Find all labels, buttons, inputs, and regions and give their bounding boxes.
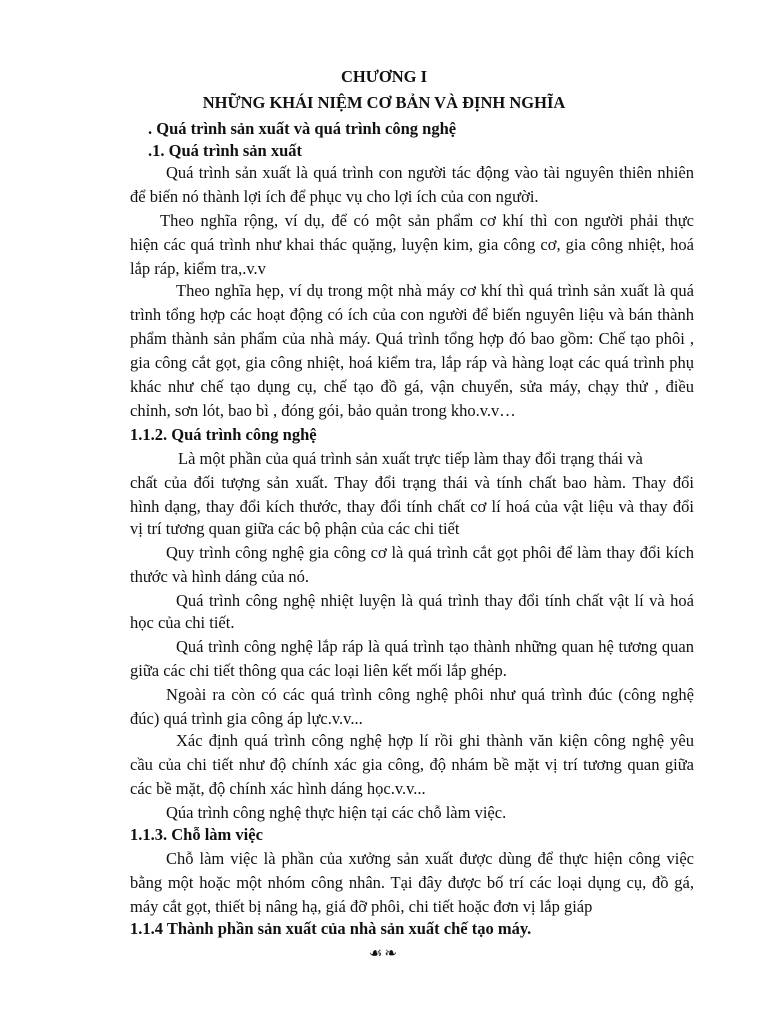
- paragraph-line: chất của đối tượng sản xuất. Thay đổi trạng thái và tính chất bao hàm. Thay đổi: [130, 473, 694, 492]
- paragraph-line: các bề mặt, độ chính xác hình dáng học.v.v...: [130, 779, 426, 798]
- ornament-icon: ☙❧: [368, 946, 399, 962]
- paragraph-line: học của chi tiết.: [130, 613, 235, 632]
- paragraph-line: Quá trình công nghệ nhiệt luyện là quá trình thay đổi tính chất vật lí và hoá: [176, 591, 694, 610]
- paragraph-line: vị trí tương quan giữa các bộ phận của các chi tiết: [130, 519, 460, 538]
- paragraph-line: phẩm thành sản phẩm của nhà máy. Quá trình tổng hợp đó bao gồm: Chế tạo phôi ,: [130, 329, 694, 348]
- paragraph-line: Qúa trình công nghệ thực hiện tại các chỗ làm việc.: [166, 803, 507, 822]
- paragraph-line: cầu của chi tiết như độ chính xác gia công, độ nhám bề mặt vị trí tương quan giữa: [130, 755, 694, 774]
- paragraph-line: Quá trình sản xuất là quá trình con người tác động vào tài nguyên thiên nhiên: [166, 163, 694, 182]
- subsection-heading: 1.1.4 Thành phần sản xuất của nhà sản xuất chế tạo máy.: [130, 919, 532, 938]
- paragraph-line: giữa các chi tiết thông qua các loại liên kết mối lắp ghép.: [130, 661, 507, 680]
- paragraph-line: hiện các quá trình như khai thác quặng, luyện kim, gia công cơ, gia công nhiệt, hoá: [130, 235, 694, 254]
- paragraph-line: Ngoài ra còn có các quá trình công nghệ phôi như quá trình đúc (công nghệ: [166, 685, 694, 704]
- paragraph-line: Theo nghĩa hẹp, ví dụ trong một nhà máy cơ khí thì quá trình sản xuất là quá: [176, 281, 694, 300]
- subsection-heading: 1.1.3. Chỗ làm việc: [130, 825, 263, 844]
- paragraph-line: Theo nghĩa rộng, ví dụ, để có một sản phẩm cơ khí thì con người phải thực: [160, 211, 694, 230]
- paragraph-line: Là một phần của quá trình sản xuất trực tiếp làm thay đổi trạng thái và: [178, 449, 643, 468]
- paragraph-line: hình dạng, thay đổi kích thước, thay đổi tính chất cơ lí hoá của vật liệu và thay đổi: [130, 497, 694, 516]
- paragraph-line: để biến nó thành lợi ích để phục vụ cho lợi ích của con người.: [130, 187, 539, 206]
- paragraph-line: máy cắt gọt, thiết bị nâng hạ, giá đỡ phôi, chi tiết hoặc đơn vị lắp giáp: [130, 897, 593, 916]
- paragraph-line: Quá trình công nghệ lắp ráp là quá trình tạo thành những quan hệ tương quan: [176, 637, 694, 656]
- paragraph-line: lắp ráp, kiểm tra,.v.v: [130, 259, 266, 278]
- paragraph-line: trình tổng hợp các hoạt động có ích của con người để biến nguyên liệu và bán thành: [130, 305, 694, 324]
- paragraph-line: gia công cắt gọt, gia công nhiệt, hoá kiểm tra, lắp ráp và hàng loạt các quá trình phụ: [130, 353, 694, 372]
- chapter-title: NHỮNG KHÁI NIỆM CƠ BẢN VÀ ĐỊNH NGHĨA: [202, 93, 566, 112]
- paragraph-line: Chỗ làm việc là phần của xưởng sản xuất được dùng để thực hiện công việc: [166, 849, 694, 868]
- paragraph-line: Quy trình công nghệ gia công cơ là quá trình cắt gọt phôi để làm thay đổi kích: [166, 543, 694, 562]
- paragraph-line: chỉnh, sơn lót, bao bì , đóng gói, bảo quản trong kho.v.v…: [130, 401, 516, 420]
- section-heading: . Quá trình sản xuất và quá trình công nghệ: [148, 119, 457, 138]
- paragraph-line: bằng một hoặc một nhóm công nhân. Tại đây được bố trí các loại dụng cụ, đồ gá,: [130, 873, 694, 892]
- subsection-heading: 1.1.2. Quá trình công nghệ: [130, 425, 317, 444]
- paragraph-line: thước và hình dáng của nó.: [130, 567, 309, 586]
- paragraph-line: đúc) quá trình gia công áp lực.v.v...: [130, 709, 363, 728]
- subsection-heading: .1. Quá trình sản xuất: [148, 141, 303, 160]
- paragraph-line: khác như chế tạo dụng cụ, chế tạo đồ gá, vận chuyển, sửa máy, chạy thử , điều: [130, 377, 694, 396]
- paragraph-line: Xác định quá trình công nghệ hợp lí rồi ghi thành văn kiện công nghệ yêu: [176, 731, 694, 750]
- chapter-heading: CHƯƠNG I: [340, 67, 427, 86]
